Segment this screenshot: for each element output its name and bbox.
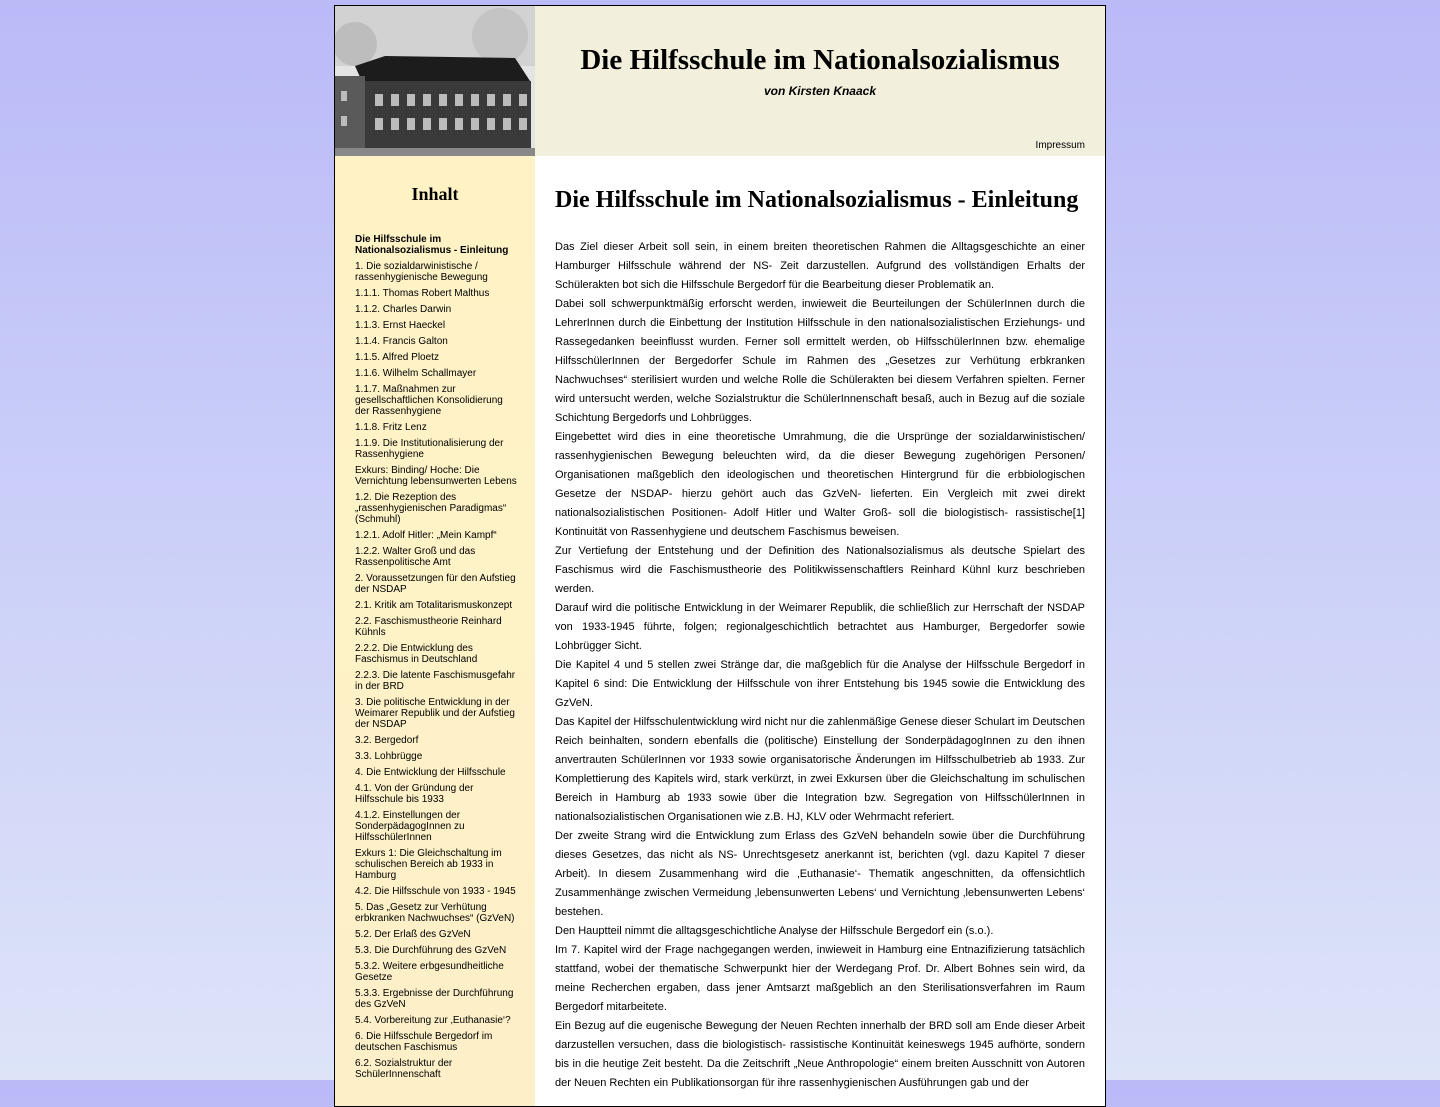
article-paragraph: Dabei soll schwerpunktmäßig erforscht werden, inwieweit die Beurteilungen der SchülerInnen durch die LehrerInnen durch die Einbettung der Institution Hilfsschule in den nationalsozialistischen Erziehungs- und Rassegedanken beeinflusst wurden. Ferner soll ermittelt werden, ob HilfsschülerInnen bzw. ehemalige HilfsschülerInnen der Bergedorfer Schule im Rahmen des „Gesetzes zur Verhütung erbkranken Nachwuchses“ sterilisiert wurden und welche Rolle die Schülerakten bei diesem Verfahren spielten. Ferner wird untersucht werden, welche Sozialstruktur die SchülerInnenschaft besaß, auch in Bezug auf die soziale Schichtung Bergedorfs und Lohbrügges. [555, 298, 1085, 424]
toc-item[interactable]: 6.2. Sozialstruktur der SchülerInnenschaft [355, 1058, 453, 1080]
toc-item[interactable]: 2.2.3. Die latente Faschismusgefahr in der BRD [355, 670, 516, 692]
toc-item[interactable]: 5.2. Der Erlaß des GzVeN [355, 929, 471, 940]
toc-item[interactable]: 2.2. Faschismustheorie Reinhard Kühnls [355, 616, 502, 638]
toc-item[interactable]: 4.2. Die Hilfsschule von 1933 - 1945 [355, 886, 516, 897]
toc-item[interactable]: 5.4. Vorbereitung zur ‚Euthanasie‘? [355, 1015, 511, 1026]
toc-item[interactable]: 5.3.2. Weitere erbgesundheitliche Gesetze [355, 961, 504, 983]
toc-item[interactable]: 1.1.2. Charles Darwin [355, 304, 452, 315]
page-frame [334, 5, 1106, 1107]
toc-item[interactable]: 3. Die politische Entwicklung in der Weimarer Republik und der Aufstieg der NSDAP [355, 697, 515, 730]
article-paragraph: Der zweite Strang wird die Entwicklung zum Erlass des GzVeN behandeln sowie über die Durchführung dieses Gesetzes, das nicht als NS- Unrechtsgesetz anerkannt ist, berichten (vgl. dazu Kapitel 7 dieser Arbeit). In diesem Zusammenhang wird die ‚Euthanasie‘- Thematik angeschnitten, da offensichtlich Zusammenhänge zwischen Vermeidung ‚lebensunwerten Lebens‘ und Vernichtung ‚lebensunwerten Lebens‘ bestehen. [555, 830, 1085, 918]
toc-item[interactable]: Exkurs 1: Die Gleichschaltung im schulischen Bereich ab 1933 in Hamburg [355, 848, 502, 881]
toc-item[interactable]: 2.2.2. Die Entwicklung des Faschismus in Deutschland [355, 643, 478, 665]
header [335, 6, 1105, 156]
article-paragraph: Das Kapitel der Hilfsschulentwicklung wird nicht nur die zahlenmäßige Genese dieser Schulart im Deutschen Reich beinhalten, sondern ebenfalls die (politische) Einstellung der SonderpädagogInnen zu den ihnen anvertrauten SchülerInnen vor 1933 sowie organisatorische Änderungen im Hilfsschulbetrieb ab 1933. Zur Komplettierung des Kapitels wird, stark verkürzt, in zwei Exkursen über die Gleichschaltung im schulischen Bereich in Hamburg ab 1933 sowie über die Integration bzw. Segregation von HilfsschülerInnen in nationalsozialistischen Organisationen wie z.B. HJ, KLV oder Wehrmacht referiert. [555, 716, 1085, 823]
article-heading: Die Hilfsschule im Nationalsozialismus - Einleitung [555, 187, 1079, 213]
school-building-photo [335, 6, 535, 156]
toc-item[interactable]: 4.1. Von der Gründung der Hilfsschule bis 1933 [355, 783, 474, 805]
toc-item[interactable]: 1.1.6. Wilhelm Schallmayer [355, 368, 477, 379]
table-of-contents [355, 234, 519, 1085]
toc-item[interactable]: 1. Die sozialdarwinistische / rassenhygienische Bewegung [355, 261, 488, 283]
toc-item[interactable]: 1.1.8. Fritz Lenz [355, 422, 427, 433]
toc-item[interactable]: 5. Das „Gesetz zur Verhütung erbkranken Nachwuchses“ (GzVeN) [355, 902, 515, 924]
toc-item[interactable]: 6. Die Hilfsschule Bergedorf im deutschen Faschismus [355, 1031, 493, 1053]
sidebar-heading: Inhalt [411, 184, 459, 204]
toc-item[interactable]: 1.2.1. Adolf Hitler: „Mein Kampf“ [355, 530, 497, 541]
article-paragraph: Im 7. Kapitel wird der Frage nachgegangen werden, inwieweit in Hamburg eine Entnazifizierung tatsächlich stattfand, wobei der thematische Schwerpunkt hier der Werdegang Prof. Dr. Albert Bohnes sein wird, da meine Recherchen ergaben, dass jener Amtsarzt maßgeblich an den Sterilisationsverfahren im Raum Bergedorf mitarbeitete. [555, 944, 1085, 1013]
toc-item[interactable]: 1.1.5. Alfred Ploetz [355, 352, 439, 363]
toc-item[interactable]: 5.3. Die Durchführung des GzVeN [355, 945, 507, 956]
article-paragraph: Den Hauptteil nimmt die alltagsgeschichtliche Analyse der Hilfsschule Bergedorf ein (s.o.). [555, 925, 994, 937]
toc-item[interactable]: 1.2.2. Walter Groß und das Rassenpolitische Amt [355, 546, 476, 568]
article-paragraph: Darauf wird die politische Entwicklung in der Weimarer Republik, die schließlich zur Herrschaft der NSDAP von 1933-1945 führte, folgen; regionalgeschichtlich betrachtet aus Hamburger, Bergedorfer sowie Lohbrügger Sicht. [555, 602, 1085, 652]
toc-item[interactable]: 3.2. Bergedorf [355, 735, 419, 746]
article-paragraph: Eingebettet wird dies in eine theoretische Umrahmung, die die Ursprünge der sozialdarwinistischen/ rassenhygienischen Bewegung beleuchten wird, da die dieser Bewegung zugehörigen Personen/ Organisationen maßgeblich den ideologischen und theoretischen Hintergrund für die erbbiologischen Gesetze der NSDAP- hierzu gehört auch das GzVeN- lieferten. Ein Vergleich mit zwei direkt nationalsozialistischen Positionen- Adolf Hitler und Walter Groß- soll die biologistisch- rassistische[1] Kontinuität von Rassenhygiene und deutschem Faschismus beweisen. [555, 431, 1085, 538]
article-paragraph: Das Ziel dieser Arbeit soll sein, in einem breiten theoretischen Rahmen die Alltagsgeschichte an einer Hamburger Hilfsschule während der NS- Zeit darzustellen. Aufgrund des vollständigen Erhalts der Schülerakten bot sich die Hilfsschule Bergedorf für die Bearbeitung dieser Problematik an. [555, 241, 1085, 291]
article-paragraph: Ein Bezug auf die eugenische Bewegung der Neuen Rechten innerhalb der BRD soll am Ende dieser Arbeit darzustellen versuchen, dass die biologistisch- rassistische Kontinuität keineswegs 1945 aufhörte, sondern bis in die heutige Zeit besteht. Da die Zeitschrift „Neue Anthropologie“ einem breiten Ausschnitt von Autoren der Neuen Rechten ein Publikationsorgan für ihre rassenhygienischen Ausführungen gab und der [555, 1020, 1085, 1089]
toc-item[interactable]: 2. Voraussetzungen für den Aufstieg der NSDAP [355, 573, 516, 595]
article-body [555, 238, 1085, 1093]
toc-item[interactable]: 4.1.2. Einstellungen der SonderpädagogInnen zu HilfsschülerInnen [355, 810, 465, 843]
main-content [555, 156, 1085, 1093]
site-author: von Kirsten Knaack [763, 84, 877, 98]
toc-item-einleitung[interactable]: Die Hilfsschule im Nationalsozialismus - Einleitung [355, 234, 509, 256]
toc-item[interactable]: 1.2. Die Rezeption des „rassenhygienischen Paradigmas“ (Schmuhl) [355, 492, 507, 525]
article-paragraph: Zur Vertiefung der Entstehung und der Definition des Nationalsozialismus als deutsche Spielart des Faschismus wird die Faschismustheorie des Politikwissenschaftlers Reinhard Kühnl kurz beschrieben werden. [555, 545, 1085, 595]
site-title: Die Hilfsschule im Nationalsozialismus [580, 44, 1060, 76]
sidebar [335, 156, 535, 1106]
impressum-link[interactable]: Impressum [1035, 140, 1085, 151]
toc-item[interactable]: 1.1.1. Thomas Robert Malthus [355, 288, 490, 299]
toc-item[interactable]: 1.1.4. Francis Galton [355, 336, 448, 347]
toc-item[interactable]: 1.1.3. Ernst Haeckel [355, 320, 446, 331]
toc-item[interactable]: 2.1. Kritik am Totalitarismuskonzept [355, 600, 513, 611]
toc-item[interactable]: 1.1.9. Die Institutionalisierung der Rassenhygiene [355, 438, 504, 460]
toc-item[interactable]: 3.3. Lohbrügge [355, 751, 423, 762]
toc-item[interactable]: 4. Die Entwicklung der Hilfsschule [355, 767, 506, 778]
toc-item[interactable]: Exkurs: Binding/ Hoche: Die Vernichtung lebensunwerten Lebens [355, 465, 517, 487]
article-paragraph: Die Kapitel 4 und 5 stellen zwei Stränge dar, die maßgeblich für die Analyse der Hilfsschule Bergedorf in Kapitel 6 sind: Die Entwicklung der Hilfsschule von ihrer Entstehung bis 1945 sowie die Entwicklung des GzVeN. [555, 659, 1085, 709]
toc-item[interactable]: 5.3.3. Ergebnisse der Durchführung des GzVeN [355, 988, 514, 1010]
toc-item[interactable]: 1.1.7. Maßnahmen zur gesellschaftlichen Konsolidierung der Rassenhygiene [355, 384, 503, 417]
